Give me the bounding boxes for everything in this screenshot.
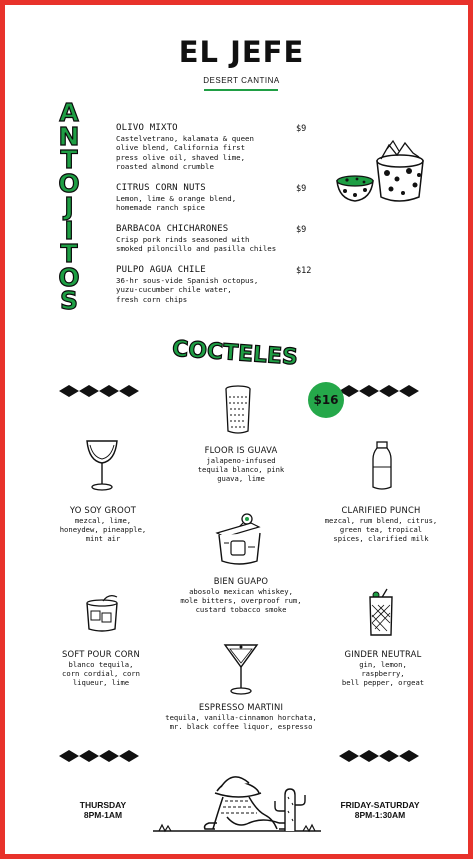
- drink-desc: mezcal, lime, honeydew, pineapple, mint air: [59, 516, 147, 544]
- diamond-divider: [59, 385, 141, 397]
- antojitos-heading-letter: T: [60, 239, 78, 268]
- hours-thursday: THURSDAY 8PM-1AM: [79, 800, 127, 820]
- menu-item-desc: 36-hr sous-vide Spanish octopus, yuzu-cucumber chile water, fresh corn chips: [116, 276, 259, 304]
- menu-item: [116, 224, 316, 254]
- menu-item-price: $9: [296, 124, 307, 134]
- menu-item: [116, 123, 316, 172]
- antojitos-heading-letter: N: [58, 121, 80, 151]
- highball-glass-icon: [367, 589, 395, 637]
- drink-name: YO SOY GROOT: [69, 505, 137, 515]
- diamond-divider: [339, 385, 421, 397]
- drink-item: [171, 445, 311, 484]
- drink-name: FLOOR IS GUAVA: [204, 445, 278, 455]
- antojitos-heading-letter: A: [59, 98, 79, 127]
- drink-name: ESPRESSO MARTINI: [198, 702, 284, 712]
- menu-item-price: $9: [296, 184, 307, 194]
- milk-bottle-icon: [371, 441, 393, 491]
- antojitos-heading-letter: O: [58, 262, 80, 292]
- drink-desc: blanco tequila, corn cordial, corn liqueur, lime: [62, 660, 140, 688]
- drink-name: GINDER NEUTRAL: [344, 649, 422, 659]
- martini-glass-icon: [223, 641, 259, 697]
- drink-name: SOFT POUR CORN: [62, 649, 140, 659]
- snack-bowls-icon: [333, 137, 433, 207]
- antojitos-heading-letter: J: [64, 192, 74, 221]
- drink-name: CLARIFIED PUNCH: [341, 505, 421, 515]
- diamond-divider: [339, 750, 421, 762]
- menu-item-price: $12: [296, 266, 312, 276]
- collins-glass-icon: [223, 385, 253, 435]
- rocks-glass-smoke-icon: [215, 511, 267, 567]
- drink-desc: tequila, vanilla-cinnamon horchata, mr. black coffee liquor, espresso: [165, 713, 317, 732]
- antojitos-heading-letter: O: [58, 168, 80, 198]
- page-title: EL JEFE: [178, 35, 305, 69]
- diamond-divider: [59, 750, 141, 762]
- drink-item: [41, 649, 161, 688]
- rocks-glass-garnish-icon: [85, 593, 121, 633]
- antojitos-heading-letter: T: [60, 145, 78, 174]
- menu-item-name: OLIVO MIXTO: [116, 123, 178, 133]
- menu-item: [116, 183, 316, 213]
- menu-item-price: $9: [296, 225, 307, 235]
- menu-item-name: CITRUS CORN NUTS: [116, 183, 206, 193]
- menu-item-name: PULPO AGUA CHILE: [116, 265, 206, 275]
- drink-desc: gin, lemon, raspberry, bell pepper, orgeat: [341, 660, 425, 688]
- hours-friday-saturday: FRIDAY-SATURDAY 8PM-1:30AM: [340, 800, 420, 820]
- antojitos-heading-letter: S: [59, 286, 78, 315]
- menu-item-desc: Lemon, lime & orange blend, homemade ranch spice: [116, 194, 237, 213]
- drink-item: [33, 505, 173, 544]
- drink-name: BIEN GUAPO: [213, 576, 269, 586]
- antojitos-heading: [57, 98, 81, 315]
- cocteles-heading: COCTELES: [171, 336, 299, 371]
- price-badge: $16: [308, 382, 344, 418]
- drink-item: [323, 649, 443, 688]
- menu-item-desc: Castelvetrano, kalamata & queen olive blend, California first press olive oil, shaved lime, roasted almond crumble: [116, 134, 254, 172]
- coupe-glass-icon: [85, 437, 119, 493]
- sleeping-cowboy-cactus-illustration: [153, 771, 323, 843]
- antojitos-heading-letter: I: [64, 215, 74, 245]
- drink-item: [313, 505, 449, 544]
- menu-item-desc: Crisp pork rinds seasoned with smoked piloncillo and pasilla chiles: [116, 235, 277, 254]
- menu-item: [116, 265, 316, 304]
- drink-item: [145, 702, 337, 731]
- page-subtitle: DESERT CANTINA: [203, 76, 280, 85]
- drink-desc: abosolo mexican whiskey, mole bitters, overproof rum, custard tobacco smoke: [180, 587, 302, 615]
- drink-item: [165, 576, 317, 615]
- drink-desc: mezcal, rum blend, citrus, green tea, tropical spices, clarified milk: [324, 516, 438, 544]
- subtitle-underline: [204, 89, 278, 91]
- drink-desc: jalapeno-infused tequila blanco, pink guava, lime: [197, 456, 285, 484]
- menu-item-name: BARBACOA CHICHARONES: [116, 224, 229, 234]
